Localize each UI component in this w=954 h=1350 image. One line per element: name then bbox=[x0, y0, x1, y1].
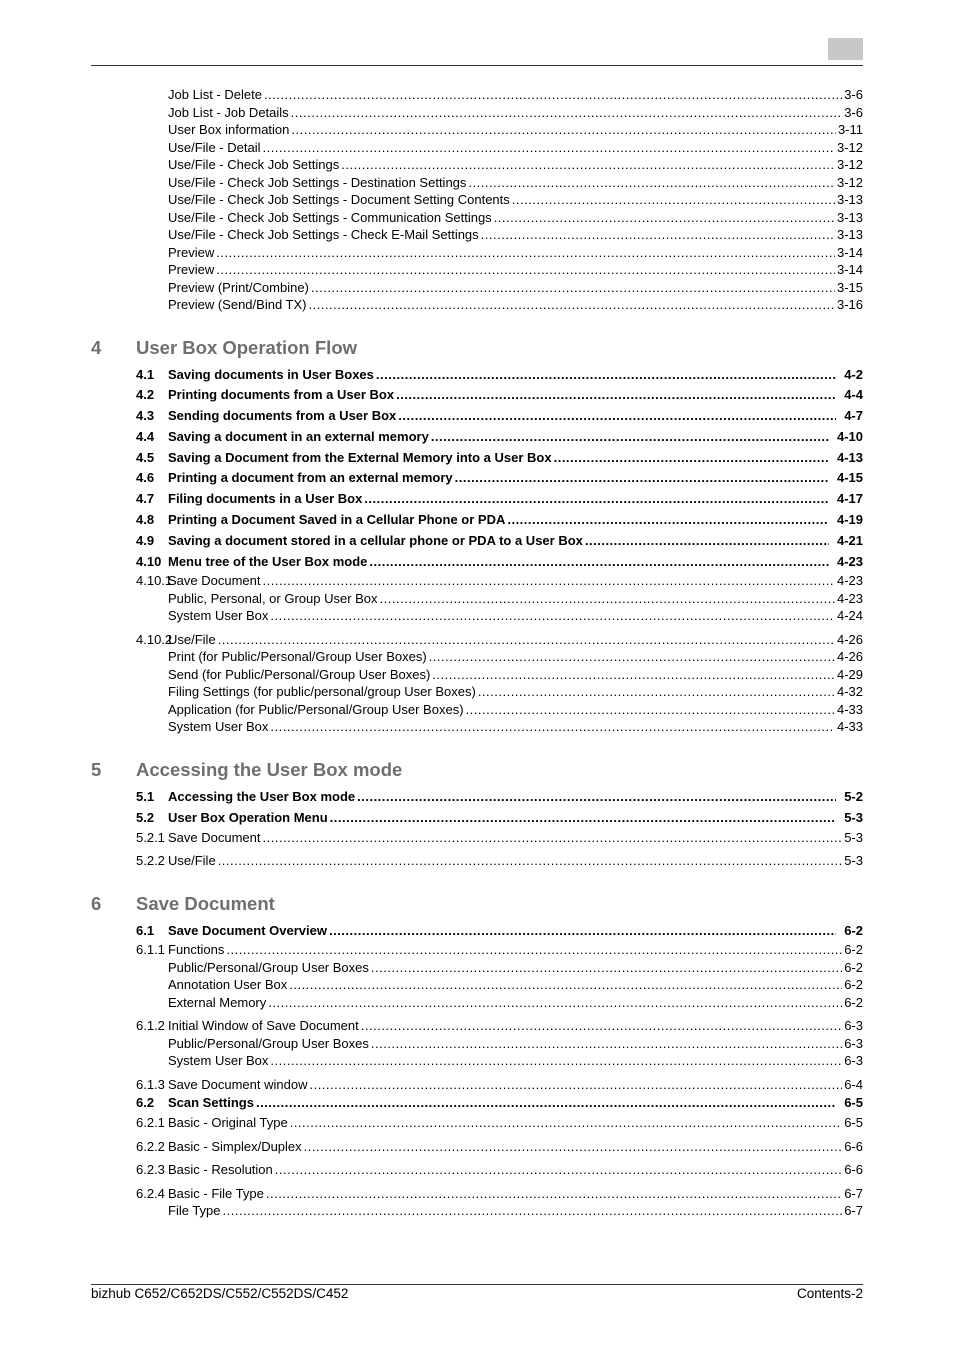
dot-leader bbox=[468, 174, 835, 192]
toc-entry-title: Job List - Delete bbox=[168, 87, 262, 102]
toc-entry-number: 4.10 bbox=[136, 553, 162, 569]
dot-leader bbox=[226, 941, 842, 959]
dot-leader bbox=[291, 121, 836, 139]
footer-product: bizhub C652/C652DS/C552/C552DS/C452 bbox=[91, 1286, 349, 1301]
toc-entry-title: Save Document Overview bbox=[168, 922, 327, 938]
toc-entry-title: Printing documents from a User Box bbox=[168, 387, 395, 403]
footer-rule bbox=[91, 1284, 863, 1285]
toc-entry-title: Use/File - Check Job Settings bbox=[168, 157, 340, 172]
dot-leader bbox=[478, 683, 835, 701]
toc-entry-title: User Box Operation Menu bbox=[168, 809, 328, 825]
toc-entry-page: 3-15 bbox=[836, 279, 863, 295]
toc-entry-page: 4-13 bbox=[836, 449, 863, 465]
toc-entry[interactable] bbox=[91, 139, 863, 157]
toc-entry-page: 4-29 bbox=[836, 666, 863, 682]
toc-entry[interactable] bbox=[91, 279, 863, 297]
dot-leader bbox=[361, 1017, 842, 1035]
dot-leader bbox=[266, 1185, 842, 1203]
chapter-heading bbox=[91, 759, 863, 781]
toc-entry-page: 3-16 bbox=[836, 297, 863, 312]
toc-entry-number: 4.1 bbox=[136, 366, 155, 382]
toc-entry-title: Saving a Document from the External Memory into a User Box bbox=[168, 449, 552, 465]
toc-entry[interactable] bbox=[91, 209, 863, 227]
toc-entry-title: Preview (Send/Bind TX) bbox=[168, 297, 307, 312]
toc-entry-title: Filing Settings (for public/personal/group User Boxes) bbox=[168, 684, 476, 700]
chapter-title: User Box Operation Flow bbox=[136, 336, 358, 358]
toc-entry-page: 6-5 bbox=[844, 1095, 863, 1111]
toc-entry-page: 3-6 bbox=[844, 104, 863, 120]
toc-entry[interactable] bbox=[91, 787, 863, 808]
dot-leader bbox=[507, 510, 829, 531]
toc-entry[interactable] bbox=[91, 156, 863, 174]
toc-entry-number: 5.2.2 bbox=[136, 853, 165, 869]
toc-entry[interactable] bbox=[91, 510, 863, 531]
toc-entry[interactable] bbox=[91, 666, 863, 684]
dot-leader bbox=[376, 365, 836, 386]
footer-page-number: Contents-2 bbox=[796, 1286, 863, 1301]
toc-entry-page: 3-13 bbox=[836, 192, 863, 207]
toc-entry-title: Basic - Simplex/Duplex bbox=[168, 1138, 302, 1154]
toc-entry[interactable] bbox=[91, 226, 863, 244]
toc-entry-page: 6-5 bbox=[844, 1115, 863, 1131]
toc-entry-number: 6.2.4 bbox=[136, 1185, 165, 1201]
dot-leader bbox=[429, 648, 835, 666]
toc-entry-title: Basic - File Type bbox=[168, 1185, 264, 1201]
dot-leader bbox=[481, 226, 835, 244]
dot-leader bbox=[585, 531, 829, 552]
toc-entry-page: 4-7 bbox=[844, 408, 863, 424]
toc-entry[interactable] bbox=[91, 531, 863, 552]
toc-entry[interactable] bbox=[91, 941, 863, 959]
toc-entry[interactable] bbox=[91, 1202, 863, 1220]
dot-leader bbox=[263, 829, 843, 847]
dot-leader bbox=[369, 552, 829, 573]
toc-entry-page: 6-2 bbox=[844, 977, 863, 993]
toc-entry-title: Application (for Public/Personal/Group User Boxes) bbox=[168, 701, 464, 717]
toc-entry[interactable] bbox=[91, 683, 863, 701]
toc-entry-page: 3-13 bbox=[836, 209, 863, 225]
toc-entry[interactable] bbox=[91, 468, 863, 489]
toc-entry-title: Use/File bbox=[168, 853, 216, 869]
toc-entry-page: 5-3 bbox=[844, 809, 863, 825]
toc-entry-page: 6-3 bbox=[844, 1053, 863, 1069]
toc-entry-number: 6.1 bbox=[136, 922, 155, 938]
dot-leader bbox=[357, 787, 836, 808]
dot-leader bbox=[311, 279, 835, 297]
toc-entry[interactable] bbox=[91, 852, 863, 870]
toc-entry-page: 3-14 bbox=[836, 244, 863, 260]
dot-leader bbox=[216, 244, 835, 262]
toc-entry-title: Use/File - Check Job Settings - Destination Settings bbox=[168, 174, 467, 190]
toc-entry[interactable] bbox=[91, 1035, 863, 1053]
toc-entry[interactable] bbox=[91, 1161, 863, 1179]
dot-leader bbox=[270, 718, 835, 736]
toc-entry-title: Use/File - Check Job Settings - Check E-Mail Settings bbox=[168, 227, 479, 242]
dot-leader bbox=[216, 261, 835, 279]
dot-leader bbox=[329, 921, 836, 942]
toc-entry-number: 5.2.1 bbox=[136, 829, 165, 845]
toc-entry-page: 4-26 bbox=[836, 649, 863, 665]
header-rule bbox=[91, 65, 863, 66]
toc-entry[interactable] bbox=[91, 365, 863, 386]
toc-entry-page: 4-4 bbox=[844, 387, 863, 403]
toc-entry-title: Use/File - Check Job Settings - Document Setting Contents bbox=[168, 192, 510, 207]
toc-entry-title: Public/Personal/Group User Boxes bbox=[168, 1035, 369, 1051]
toc-entry-title: Saving a document stored in a cellular phone or PDA to a User Box bbox=[168, 532, 583, 548]
toc-entry-page: 6-2 bbox=[844, 942, 863, 958]
toc-entry-title: Print (for Public/Personal/Group User Boxes) bbox=[168, 649, 427, 665]
toc-entry-page: 4-10 bbox=[836, 428, 863, 444]
dot-leader bbox=[290, 1114, 843, 1132]
dot-leader bbox=[289, 976, 842, 994]
dot-leader bbox=[309, 296, 835, 314]
toc-entry-page: 6-6 bbox=[844, 1162, 863, 1178]
toc-entry[interactable] bbox=[91, 427, 863, 448]
toc-entry-page: 4-2 bbox=[844, 366, 863, 382]
dot-leader bbox=[275, 1161, 842, 1179]
toc-entry-title: Saving documents in User Boxes bbox=[168, 366, 374, 382]
toc-entry-page: 6-2 bbox=[844, 922, 863, 938]
toc-entry[interactable] bbox=[91, 1052, 863, 1070]
toc-entry-page: 6-2 bbox=[844, 994, 863, 1010]
toc-entry-title: Basic - Resolution bbox=[168, 1162, 273, 1178]
toc-entry-page: 3-14 bbox=[836, 262, 863, 277]
toc-entry-title: Job List - Job Details bbox=[168, 104, 289, 120]
dot-leader bbox=[371, 959, 842, 977]
toc-entry-page: 4-24 bbox=[836, 608, 863, 624]
toc-entry-page: 4-26 bbox=[836, 631, 863, 647]
toc-entry[interactable] bbox=[91, 976, 863, 994]
toc-entry-page: 3-12 bbox=[836, 157, 863, 172]
dot-leader bbox=[554, 448, 829, 469]
toc-entry-number: 6.2 bbox=[136, 1095, 155, 1111]
toc-entry-page: 6-7 bbox=[844, 1185, 863, 1201]
toc-entry-number: 4.7 bbox=[136, 491, 155, 507]
toc-entry[interactable] bbox=[91, 959, 863, 977]
toc-entry-title: Use/File - Check Job Settings - Communication Settings bbox=[168, 209, 492, 225]
toc-entry-page: 5-3 bbox=[844, 829, 863, 845]
toc-entry-title: Saving a document in an external memory bbox=[168, 428, 429, 444]
toc-entry-page: 6-6 bbox=[844, 1138, 863, 1154]
toc-entry-title: Menu tree of the User Box mode bbox=[168, 553, 368, 569]
toc-entry[interactable] bbox=[91, 174, 863, 192]
chapter-heading bbox=[91, 893, 863, 915]
chapter-number: 6 bbox=[91, 892, 102, 914]
dot-leader bbox=[262, 139, 835, 157]
toc-entry-title: User Box information bbox=[168, 122, 290, 137]
toc-entry-title: Save Document window bbox=[168, 1076, 308, 1092]
toc-entry-title: Public/Personal/Group User Boxes bbox=[168, 959, 369, 975]
toc-entry[interactable] bbox=[91, 921, 863, 942]
toc-entry-number: 5.2 bbox=[136, 809, 155, 825]
dot-leader bbox=[291, 104, 843, 122]
toc-entry-page: 4-21 bbox=[836, 532, 863, 548]
toc-entry[interactable] bbox=[91, 448, 863, 469]
dot-leader bbox=[264, 86, 842, 104]
toc-entry-page: 3-6 bbox=[844, 87, 863, 102]
dot-leader bbox=[270, 1052, 842, 1070]
dot-leader bbox=[371, 1035, 842, 1053]
dot-leader bbox=[398, 406, 836, 427]
toc-entry-title: Scan Settings bbox=[168, 1095, 254, 1111]
toc-entry-page: 6-3 bbox=[844, 1018, 863, 1034]
chapter-title: Accessing the User Box mode bbox=[136, 758, 403, 780]
toc-entry[interactable] bbox=[91, 296, 863, 314]
toc-entry-number: 4.10.2 bbox=[136, 631, 173, 647]
toc-entry-number: 4.2 bbox=[136, 387, 155, 403]
toc-entry-title: Send (for Public/Personal/Group User Boxes) bbox=[168, 666, 431, 682]
page-corner-tab bbox=[828, 38, 863, 60]
toc-entry-number: 4.4 bbox=[136, 428, 155, 444]
toc-entry-title: Preview (Print/Combine) bbox=[168, 279, 309, 295]
toc-entry-title: Preview bbox=[168, 244, 215, 260]
toc-entry[interactable] bbox=[91, 607, 863, 625]
toc-entry-page: 4-33 bbox=[836, 719, 863, 735]
toc-entry-page: 4-32 bbox=[836, 684, 863, 700]
toc-entry-title: Printing a Document Saved in a Cellular Phone or PDA bbox=[168, 512, 506, 528]
toc-entry-page: 6-2 bbox=[844, 959, 863, 975]
toc-entry[interactable] bbox=[91, 261, 863, 279]
toc-entry[interactable] bbox=[91, 191, 863, 209]
toc-entry-title: Initial Window of Save Document bbox=[168, 1018, 359, 1034]
toc-entry[interactable] bbox=[91, 244, 863, 262]
toc-entry-title: Functions bbox=[168, 942, 225, 958]
chapter-title: Save Document bbox=[136, 892, 275, 914]
toc-entry-number: 6.2.2 bbox=[136, 1138, 165, 1154]
toc-entry-page: 5-2 bbox=[844, 788, 863, 804]
toc-entry-title: Filing documents in a User Box bbox=[168, 491, 363, 507]
toc-entry-number: 4.9 bbox=[136, 532, 155, 548]
toc-entry-page: 4-17 bbox=[836, 491, 863, 507]
toc-entry-title: Sending documents from a User Box bbox=[168, 408, 397, 424]
toc-entry[interactable] bbox=[91, 718, 863, 736]
dot-leader bbox=[364, 489, 829, 510]
dot-leader bbox=[512, 191, 835, 209]
toc-entry[interactable] bbox=[91, 808, 863, 829]
toc-entry-page: 3-11 bbox=[837, 122, 863, 137]
toc-entry-title: Public, Personal, or Group User Box bbox=[168, 590, 378, 606]
toc-entry-title: Printing a document from an external memory bbox=[168, 470, 453, 486]
toc-entry[interactable] bbox=[91, 552, 863, 573]
dot-leader bbox=[218, 631, 835, 649]
toc-entry-page: 5-3 bbox=[844, 853, 863, 869]
toc-entry-title: Annotation User Box bbox=[168, 977, 288, 993]
table-of-contents bbox=[91, 86, 863, 1220]
toc-entry-number: 6.1.2 bbox=[136, 1018, 165, 1034]
toc-entry-title: Basic - Original Type bbox=[168, 1115, 288, 1131]
toc-entry-page: 3-12 bbox=[836, 139, 863, 155]
toc-entry[interactable] bbox=[91, 1093, 863, 1114]
toc-entry-number: 6.2.3 bbox=[136, 1162, 165, 1178]
toc-entry-title: File Type bbox=[168, 1203, 221, 1219]
toc-entry[interactable] bbox=[91, 406, 863, 427]
dot-leader bbox=[223, 1202, 843, 1220]
toc-entry[interactable] bbox=[91, 572, 863, 590]
toc-entry-page: 4-23 bbox=[836, 573, 863, 589]
dot-leader bbox=[304, 1138, 843, 1156]
toc-entry-title: Accessing the User Box mode bbox=[168, 788, 356, 804]
dot-leader bbox=[270, 607, 835, 625]
toc-entry[interactable] bbox=[91, 121, 863, 139]
toc-entry[interactable] bbox=[91, 631, 863, 649]
toc-entry[interactable] bbox=[91, 1076, 863, 1094]
toc-entry[interactable] bbox=[91, 590, 863, 608]
toc-entry-number: 4.3 bbox=[136, 408, 155, 424]
toc-entry-page: 3-12 bbox=[836, 174, 863, 190]
toc-entry-number: 4.10.1 bbox=[136, 573, 173, 589]
dot-leader bbox=[466, 701, 835, 719]
toc-entry[interactable] bbox=[91, 86, 863, 104]
dot-leader bbox=[268, 994, 842, 1012]
toc-entry-page: 4-23 bbox=[836, 590, 863, 606]
toc-entry-number: 6.2.1 bbox=[136, 1115, 165, 1131]
toc-entry-number: 4.5 bbox=[136, 449, 155, 465]
dot-leader bbox=[263, 572, 835, 590]
toc-entry-page: 3-13 bbox=[836, 227, 863, 242]
toc-entry[interactable] bbox=[91, 1114, 863, 1132]
toc-entry-title: System User Box bbox=[168, 608, 269, 624]
toc-entry-title: Save Document bbox=[168, 829, 261, 845]
toc-entry[interactable] bbox=[91, 1017, 863, 1035]
toc-entry-title: Use/File - Detail bbox=[168, 139, 261, 155]
dot-leader bbox=[341, 156, 835, 174]
dot-leader bbox=[218, 852, 843, 870]
chapter-heading bbox=[91, 337, 863, 359]
dot-leader bbox=[330, 808, 837, 829]
toc-entry-page: 4-33 bbox=[836, 701, 863, 717]
toc-entry-page: 6-4 bbox=[844, 1076, 863, 1092]
dot-leader bbox=[380, 590, 835, 608]
chapter-number: 4 bbox=[91, 336, 102, 358]
toc-entry-number: 4.6 bbox=[136, 470, 155, 486]
toc-entry[interactable] bbox=[91, 648, 863, 666]
toc-entry[interactable] bbox=[91, 385, 863, 406]
toc-entry-page: 4-23 bbox=[836, 553, 863, 569]
dot-leader bbox=[494, 209, 835, 227]
dot-leader bbox=[309, 1076, 842, 1094]
toc-entry-title: Save Document bbox=[168, 573, 261, 589]
chapter-number: 5 bbox=[91, 758, 102, 780]
dot-leader bbox=[431, 427, 829, 448]
toc-entry-page: 4-19 bbox=[836, 512, 863, 528]
toc-entry-page: 6-7 bbox=[844, 1203, 863, 1219]
dot-leader bbox=[396, 385, 836, 406]
toc-entry[interactable] bbox=[91, 829, 863, 847]
toc-entry-title: Use/File bbox=[168, 631, 216, 647]
dot-leader bbox=[432, 666, 835, 684]
dot-leader bbox=[256, 1093, 836, 1114]
toc-entry-title: System User Box bbox=[168, 719, 269, 735]
toc-entry-page: 6-3 bbox=[844, 1035, 863, 1051]
toc-entry[interactable] bbox=[91, 1138, 863, 1156]
toc-entry[interactable] bbox=[91, 489, 863, 510]
toc-entry[interactable] bbox=[91, 1185, 863, 1203]
toc-entry-number: 6.1.3 bbox=[136, 1076, 165, 1092]
toc-entry[interactable] bbox=[91, 701, 863, 719]
toc-entry-number: 4.8 bbox=[136, 512, 155, 528]
toc-entry[interactable] bbox=[91, 994, 863, 1012]
toc-entry-number: 6.1.1 bbox=[136, 942, 165, 958]
toc-entry-title: System User Box bbox=[168, 1053, 269, 1069]
toc-entry[interactable] bbox=[91, 104, 863, 122]
toc-entry-title: External Memory bbox=[168, 994, 267, 1010]
toc-entry-number: 5.1 bbox=[136, 788, 155, 804]
toc-entry-page: 4-15 bbox=[836, 470, 863, 486]
dot-leader bbox=[455, 468, 829, 489]
toc-entry-title: Preview bbox=[168, 262, 215, 277]
